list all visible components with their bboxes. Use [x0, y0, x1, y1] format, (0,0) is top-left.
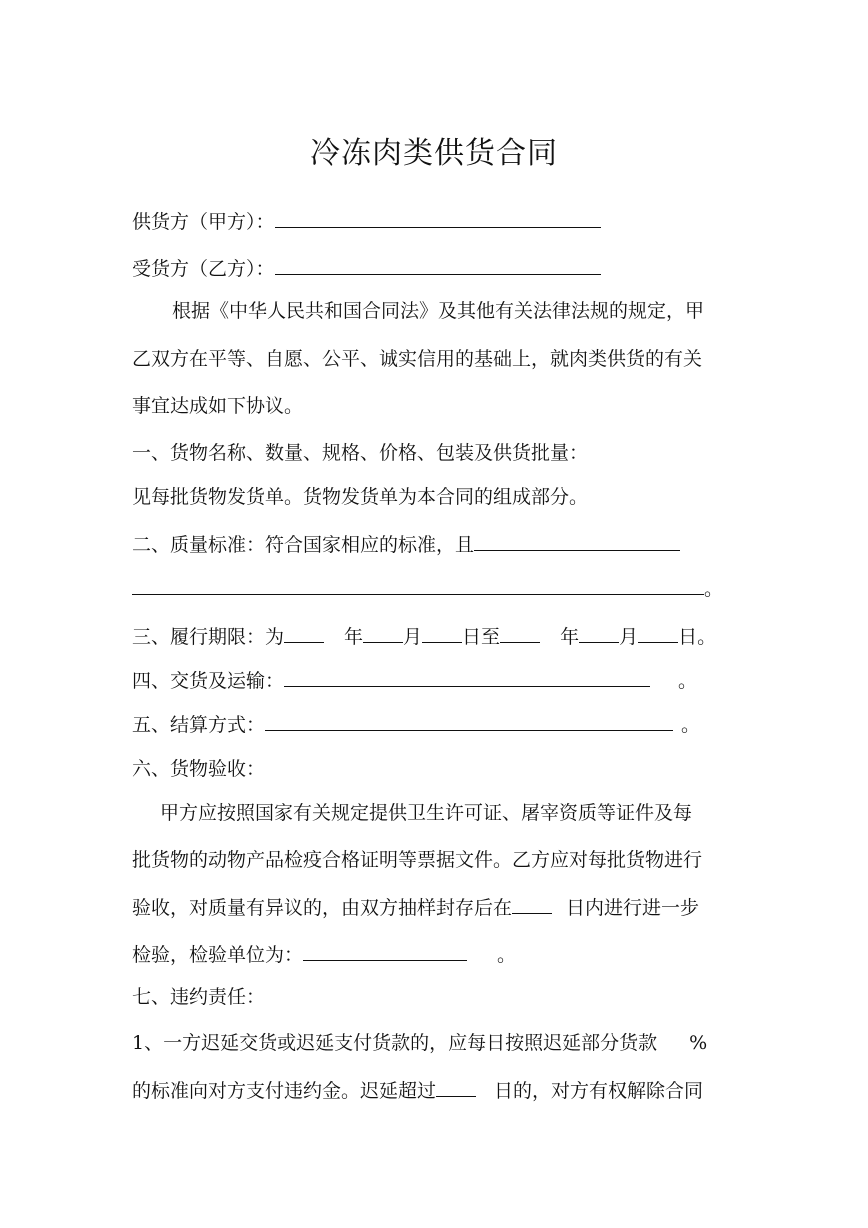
- section2-continuation: [132, 574, 723, 602]
- section3-label: 三、履行期限：为: [132, 626, 285, 648]
- start-day-blank[interactable]: [422, 622, 462, 643]
- section6-body-line-3: [132, 893, 699, 921]
- party-a-blank[interactable]: [275, 207, 601, 228]
- delivery-blank[interactable]: [284, 666, 650, 687]
- inspection-unit-label: 检验，检验单位为：: [132, 944, 304, 966]
- section6-body-line-4: [132, 940, 516, 968]
- section5-period: 。: [681, 714, 701, 736]
- end-year-unit: 年: [560, 626, 580, 648]
- inspection-days-text: 验收，对质量有异议的，由双方抽样封存后在: [132, 897, 513, 919]
- party-b-label: 受货方（乙方）：: [132, 258, 275, 280]
- end-day-blank[interactable]: [638, 622, 678, 643]
- start-year-blank[interactable]: [284, 622, 324, 643]
- section4-label: 四、交货及运输：: [132, 670, 285, 692]
- preamble-line-2: 乙双方在平等、自愿、公平、诚实信用的基础上，就肉类供货的有关: [132, 348, 703, 370]
- start-year-unit: 年: [344, 626, 364, 648]
- settlement-blank[interactable]: [265, 710, 673, 731]
- section7-item1-line-1: [132, 1030, 707, 1056]
- delay-limit-suffix: 日的，对方有权解除合同: [494, 1080, 704, 1102]
- start-month-blank[interactable]: [363, 622, 403, 643]
- end-year-blank[interactable]: [500, 622, 540, 643]
- preamble-line-3: 事宜达成如下协议。: [132, 395, 304, 417]
- delay-limit-text: 的标准向对方支付违约金。迟延超过: [132, 1080, 437, 1102]
- party-b-blank[interactable]: [275, 254, 601, 275]
- section5-label: 五、结算方式：: [132, 714, 266, 736]
- start-month-unit: 月: [403, 626, 423, 648]
- section6-body-line-1: 甲方应按照国家有关规定提供卫生许可证、屠宰资质等证件及每: [160, 802, 693, 824]
- section2-line: [132, 530, 680, 558]
- section4-period: 。: [678, 670, 698, 692]
- end-month-unit: 月: [619, 626, 639, 648]
- section1-body: 见每批货物发货单。货物发货单为本合同的组成部分。: [132, 486, 589, 508]
- section6-body-line-2: 批货物的动物产品检疫合格证明等票据文件。乙方应对每批货物进行: [132, 849, 703, 871]
- section2-label: 二、质量标准：符合国家相应的标准，且: [132, 534, 475, 556]
- inspection-days-suffix: 日内进行进一步: [566, 897, 700, 919]
- section4-line: [132, 666, 697, 694]
- section6-title: 六、货物验收：: [132, 758, 266, 780]
- preamble-line-1: 根据《中华人民共和国合同法》及其他有关法律法规的规定，甲: [172, 300, 705, 322]
- party-a-line: [132, 207, 601, 235]
- party-b-line: [132, 254, 601, 282]
- section7-item1-line-2: [132, 1076, 703, 1104]
- section6-period: 。: [497, 944, 517, 966]
- section7-title: 七、违约责任：: [132, 986, 266, 1008]
- section3-line: [132, 622, 716, 650]
- section5-line: [132, 710, 700, 738]
- section2-period: 。: [704, 578, 724, 600]
- inspection-days-blank[interactable]: [512, 893, 552, 914]
- quality-blank-2[interactable]: [132, 574, 704, 595]
- document-title: 冷冻肉类供货合同: [310, 136, 558, 171]
- inspection-unit-blank[interactable]: [303, 940, 467, 961]
- section1-title: 一、货物名称、数量、规格、价格、包装及供货批量：: [132, 442, 589, 464]
- start-day-unit: 日至: [462, 626, 501, 648]
- penalty-rate-text: 1、一方迟延交货或迟延支付货款的，应每日按照迟延部分货款: [132, 1032, 658, 1054]
- end-month-blank[interactable]: [579, 622, 619, 643]
- end-day-unit: 日。: [678, 626, 717, 648]
- delay-days-blank[interactable]: [436, 1076, 476, 1097]
- penalty-rate-percent: %: [689, 1032, 708, 1054]
- quality-blank-1[interactable]: [474, 530, 680, 551]
- party-a-label: 供货方（甲方）：: [132, 211, 275, 233]
